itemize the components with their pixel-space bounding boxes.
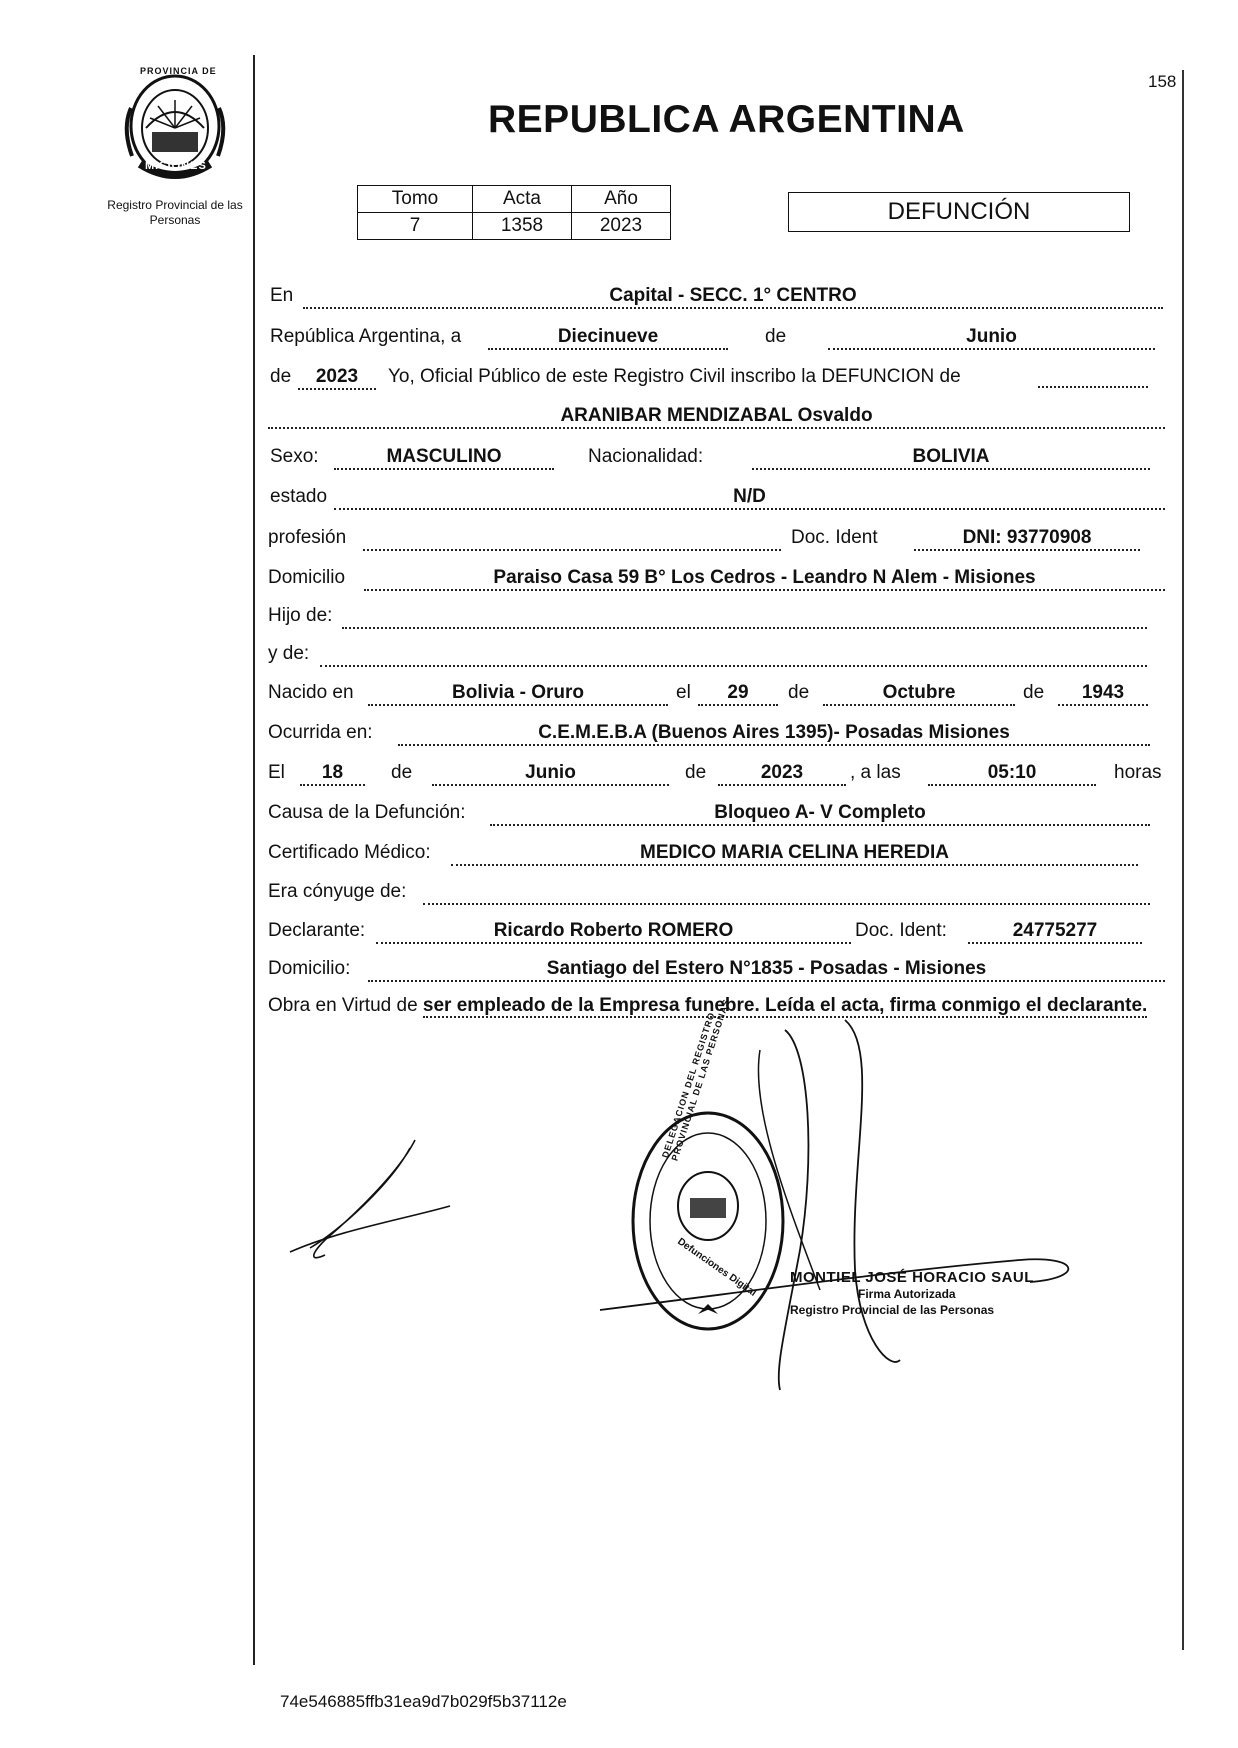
dotted-line — [423, 903, 1150, 905]
row-declarante — [268, 920, 1168, 946]
row-profesion — [268, 527, 1168, 553]
row-name — [268, 405, 1168, 431]
label-el2: El — [268, 762, 285, 783]
signatory-name: MONTIEL JOSÉ HORACIO SAUL — [790, 1269, 1034, 1286]
label-def-de1: de — [391, 762, 413, 783]
label-nacionalidad: Nacionalidad: — [588, 446, 704, 467]
field-domicilio2: Santiago del Estero N°1835 - Posadas - Misiones — [368, 958, 1165, 982]
row-sex — [268, 446, 1168, 472]
document-title: REPUBLICA ARGENTINA — [488, 98, 965, 141]
cell-acta: 1358 — [473, 213, 572, 240]
signatory-role: Firma Autorizada — [858, 1287, 956, 1301]
header-cell-tomo: Tomo — [358, 186, 473, 213]
document-hash: 74e546885ffb31ea9d7b029f5b37112e — [280, 1692, 567, 1711]
field-mes: Junio — [828, 326, 1155, 350]
label-republica: República Argentina, a — [270, 326, 462, 347]
label-de: de — [765, 326, 787, 347]
label-conyuge: Era cónyuge de: — [268, 881, 407, 902]
seal-bottom-text: MISIONES — [145, 160, 207, 172]
dotted-line — [363, 549, 781, 551]
record-table — [357, 185, 671, 240]
row-ocurrida — [268, 722, 1168, 748]
row-yde — [268, 643, 1168, 669]
cell-tomo: 7 — [358, 213, 473, 240]
dotted-line — [320, 665, 1147, 667]
obra-prefix: Obra en Virtud de — [268, 995, 418, 1016]
row-estado — [268, 486, 1168, 512]
row-nacimiento — [268, 682, 1168, 708]
label-certificado: Certificado Médico: — [268, 842, 431, 863]
field-nac-anio: 1943 — [1058, 682, 1148, 706]
registry-label: Registro Provincial de las Personas — [107, 198, 243, 227]
label-hijo: Hijo de: — [268, 605, 333, 626]
label-nacido: Nacido en — [268, 682, 354, 703]
field-ocurrida: C.E.M.E.B.A (Buenos Aires 1395)- Posadas Misiones — [398, 722, 1150, 746]
field-nacido-lugar: Bolivia - Oruro — [368, 682, 668, 706]
page-number: 158 — [1148, 72, 1177, 91]
label-el: el — [676, 682, 691, 703]
declarant-signature-icon — [280, 1130, 480, 1270]
label-doc2: Doc. Ident: — [855, 920, 947, 941]
field-nac-mes: Octubre — [823, 682, 1015, 706]
row-fecha-defuncion — [268, 762, 1168, 788]
label-ocurrida: Ocurrida en: — [268, 722, 373, 743]
field-nac-dia: 29 — [698, 682, 778, 706]
row-causa — [268, 802, 1168, 828]
row-conyuge — [268, 881, 1168, 907]
dotted-line — [342, 627, 1147, 629]
label-domicilio: Domicilio — [268, 567, 346, 588]
dotted-line — [1038, 386, 1148, 388]
label-alas: , a las — [850, 762, 901, 783]
document-type-box: DEFUNCIÓN — [788, 192, 1130, 232]
stamp-ring-text: DELEGACION DEL REGISTRO PROVINCIAL DE LAS PERSONAS — [660, 997, 732, 1163]
label-nac-de2: de — [1023, 682, 1045, 703]
label-profesion: profesión — [268, 527, 347, 548]
field-dia: Diecinueve — [488, 326, 728, 350]
label-estado: estado — [270, 486, 328, 507]
field-domicilio: Paraiso Casa 59 B° Los Cedros - Leandro N Alem - Misiones — [364, 567, 1165, 591]
label-yde: y de: — [268, 643, 310, 664]
header-cell-acta: Acta — [473, 186, 572, 213]
field-causa: Bloqueo A- V Completo — [490, 802, 1150, 826]
right-border-line — [1182, 70, 1184, 1650]
label-nac-de1: de — [788, 682, 810, 703]
label-declarante: Declarante: — [268, 920, 366, 941]
row-certificado — [268, 842, 1168, 868]
field-def-hora: 05:10 — [928, 762, 1096, 786]
label-sexo: Sexo: — [270, 446, 319, 467]
label-causa: Causa de la Defunción: — [268, 802, 466, 823]
label-doc: Doc. Ident — [791, 527, 878, 548]
signatory-org: Registro Provincial de las Personas — [790, 1303, 995, 1317]
official-signature-icon — [560, 1010, 1120, 1410]
signature-block — [790, 1270, 1034, 1318]
row-domicilio — [268, 567, 1168, 593]
header-cell-anio: Año — [572, 186, 671, 213]
field-sexo: MASCULINO — [334, 446, 554, 470]
left-border-line — [253, 55, 255, 1665]
field-lugar: Capital - SECC. 1° CENTRO — [303, 285, 1163, 309]
field-doc: DNI: 93770908 — [914, 527, 1140, 551]
field-def-dia: 18 — [300, 762, 365, 786]
label-domicilio2: Domicilio: — [268, 958, 351, 979]
label-year-prefix: de — [270, 366, 292, 387]
field-def-anio: 2023 — [718, 762, 846, 786]
row-place — [268, 285, 1168, 311]
field-def-mes: Junio — [432, 762, 669, 786]
row-year — [268, 366, 1168, 392]
label-def-de2: de — [685, 762, 707, 783]
field-doc2: 24775277 — [968, 920, 1142, 944]
row-date — [268, 326, 1168, 352]
seal-top-text: PROVINCIA DE — [140, 66, 217, 76]
cell-anio: 2023 — [572, 213, 671, 240]
field-certificado: MEDICO MARIA CELINA HEREDIA — [451, 842, 1138, 866]
field-nombre: ARANIBAR MENDIZABAL Osvaldo — [268, 405, 1165, 429]
field-estado: N/D — [334, 486, 1165, 510]
obra-text: ser empleado de la Empresa funebre. Leída el acta, firma conmigo el declarante. — [422, 995, 1148, 1016]
field-anio: 2023 — [298, 366, 376, 390]
row-hijo — [268, 605, 1168, 631]
field-declarante: Ricardo Roberto ROMERO — [376, 920, 851, 944]
label-horas: horas — [1114, 762, 1162, 783]
field-nacionalidad: BOLIVIA — [752, 446, 1150, 470]
label-en: En — [270, 285, 294, 306]
stamp-inner-text: Defunciones Digital — [675, 1236, 759, 1299]
oficial-text: Yo, Oficial Público de este Registro Civil inscribo la DEFUNCION de — [388, 366, 961, 387]
